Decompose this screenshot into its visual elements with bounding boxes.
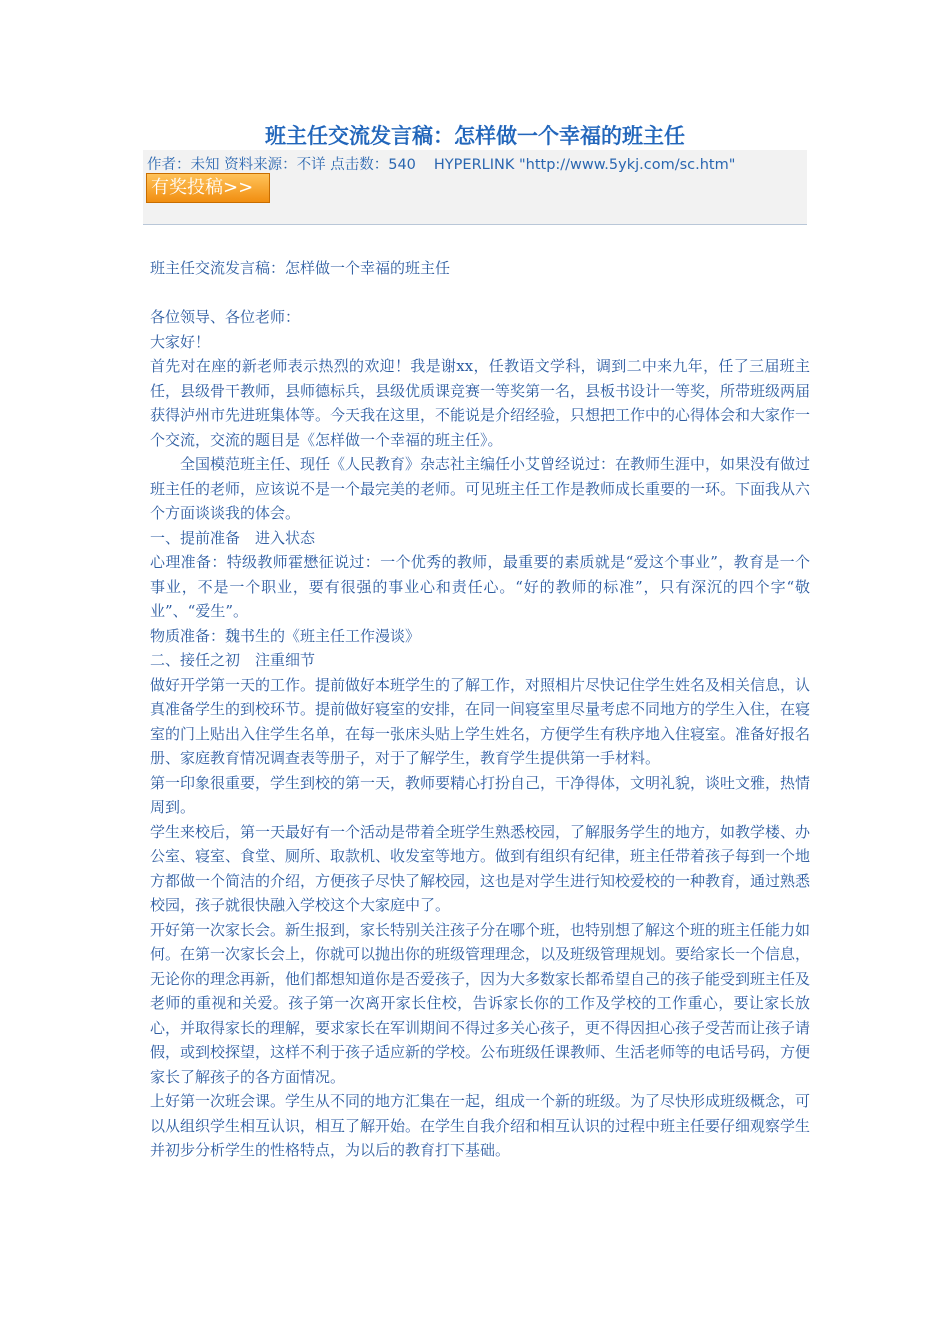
paragraph: 上好第一次班会课。学生从不同的地方汇集在一起，组成一个新的班级。为了尽快形成班级概念，可以从组织学生相互认识，相互了解开始。在学生自我介绍和相互认识的过程中班主任要仔细观察学生并初步分析学生的性格特点，为以后的教育打下基础。 <box>150 1092 811 1159</box>
paragraph: 第一印象很重要，学生到校的第一天，教师要精心打扮自己，干净得体，文明礼貌，谈吐文雅，热情周到。 <box>150 773 811 816</box>
salutation: 各位领导、各位老师： <box>150 308 301 326</box>
meta-info: 作者：未知 资料来源：不详 点击数：540 <box>147 157 416 173</box>
article-subtitle: 班主任交流发言稿：怎样做一个幸福的班主任 <box>150 259 451 277</box>
article-body <box>150 256 810 1163</box>
hyperlink-text[interactable]: HYPERLINK "http://www.5ykj.com/sc.htm" <box>433 157 736 173</box>
article-meta-box <box>143 150 807 225</box>
paragraph: 做好开学第一天的工作。提前做好本班学生的了解工作，对照相片尽快记住学生姓名及相关信息，认真准备学生的到校环节。提前做好寝室的安排，在同一间寝室里尽量考虑不同地方的学生入住，在寝室的门上贴出入住学生名单，在每一张床头贴上学生姓名，方便学生有秩序地入住寝室。准备好报名册、家庭教育情况调查表等册子，对于了解学生，教育学生提供第一手材料。 <box>150 675 811 767</box>
greeting: 大家好！ <box>150 332 211 351</box>
paragraph: 首先对在座的新老师表示热烈的欢迎！我是谢xx，任教语文学科，调到二中来九年，任了三届班主任，县级骨干教师，县师德标兵，县级优质课竞赛一等奖第一名，县板书设计一等奖，所带班级两届获得泸州市先进班集体等。今天我在这里，不能说是介绍经验，只想把工作中的心得体会和大家作一个交流，交流的题目是《怎样做一个幸福的班主任》。 <box>150 357 811 449</box>
page-title: 班主任交流发言稿：怎样做一个幸福的班主任 <box>265 124 685 148</box>
paragraph: 全国模范班主任、现任《人民教育》杂志社主编任小艾曾经说过：在教师生涯中，如果没有做过班主任的老师，应该说不是一个最完美的老师。可见班主任工作是教师成长重要的一环。下面我从六个方面谈谈我的体会。 <box>150 455 811 522</box>
paragraph: 物质准备：魏书生的《班主任工作漫谈》 <box>150 626 421 645</box>
paragraph: 学生来校后，第一天最好有一个活动是带着全班学生熟悉校园，了解服务学生的地方，如教学楼、办公室、寝室、食堂、厕所、取款机、收发室等地方。做到有组织有纪律，班主任带着孩子每到一个地方都做一个简洁的介绍，方便孩子尽快了解校园，这也是对学生进行知校爱校的一种教育，通过熟悉校园，孩子就很快融入学校这个大家庭中了。 <box>150 822 811 914</box>
meta-line <box>147 153 735 174</box>
submit-article-button[interactable]: 有奖投稿>> <box>146 173 270 203</box>
paragraph: 心理准备：特级教师霍懋征说过：一个优秀的教师，最重要的素质就是“爱这个事业”，教育是一个事业，不是一个职业，要有很强的事业心和责任心。“好的教师的标准”，只有深沉的四个字“敬业”、“爱生”。 <box>150 553 810 620</box>
paragraph: 开好第一次家长会。新生报到，家长特别关注孩子分在哪个班，也特别想了解这个班的班主任能力如何。在第一次家长会上，你就可以抛出你的班级管理理念，以及班级管理规划。要给家长一个信息，无论你的理念再新，他们都想知道你是否爱孩子，因为大多数家长都希望自己的孩子能受到班主任及老师的重视和关爱。孩子第一次离开家长住校，告诉家长你的工作及学校的工作重心，要让家长放心，并取得家长的理解，要求家长在军训期间不得过多关心孩子，更不得因担心孩子受苦而让孩子请假，或到校探望，这样不利于孩子适应新的学校。公布班级任课教师、生活老师等的电话号码，方便家长了解孩子的各方面情况。 <box>150 920 811 1086</box>
section-heading: 二、接任之初 注重细节 <box>150 651 316 669</box>
section-heading: 一、提前准备 进入状态 <box>150 528 316 547</box>
